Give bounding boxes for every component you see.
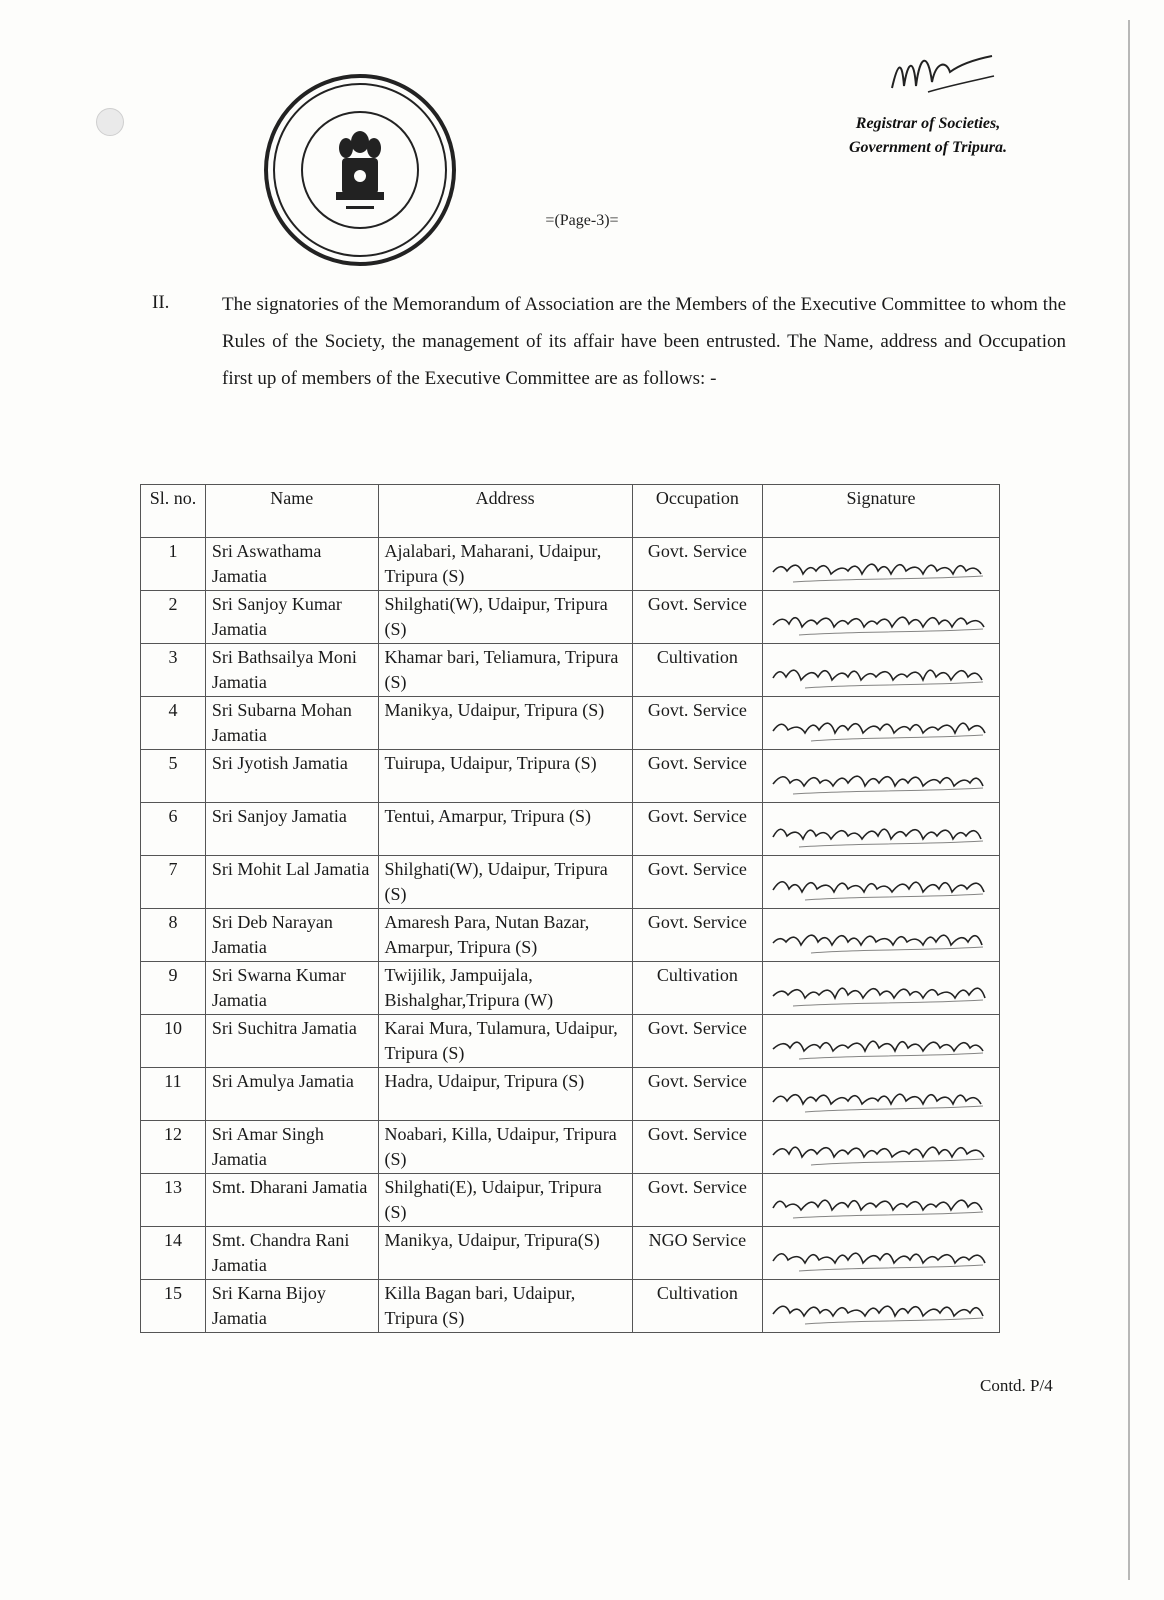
registrar-seal-stamp bbox=[262, 72, 458, 268]
member-occupation: Govt. Service bbox=[632, 1174, 762, 1227]
member-occupation: NGO Service bbox=[632, 1227, 762, 1280]
member-address: Shilghati(W), Udaipur, Tripura (S) bbox=[378, 591, 632, 644]
member-signature bbox=[762, 1015, 999, 1068]
member-name: Smt. Dharani Jamatia bbox=[205, 1174, 378, 1227]
signature-scribble bbox=[763, 697, 999, 749]
member-occupation: Govt. Service bbox=[632, 1121, 762, 1174]
member-name: Sri Suchitra Jamatia bbox=[205, 1015, 378, 1068]
member-occupation: Govt. Service bbox=[632, 697, 762, 750]
table-row bbox=[141, 750, 1000, 803]
member-address: Manikya, Udaipur, Tripura(S) bbox=[378, 1227, 632, 1280]
page-number: =(Page-3)= bbox=[545, 212, 619, 229]
member-address: Tuirupa, Udaipur, Tripura (S) bbox=[378, 750, 632, 803]
member-address: Tentui, Amarpur, Tripura (S) bbox=[378, 803, 632, 856]
member-sl: 4 bbox=[141, 697, 206, 750]
member-sl: 11 bbox=[141, 1068, 206, 1121]
header-sl: Sl. no. bbox=[141, 485, 206, 538]
registrar-line-2: Government of Tripura. bbox=[848, 139, 1008, 156]
member-occupation: Govt. Service bbox=[632, 1068, 762, 1121]
table-row bbox=[141, 962, 1000, 1015]
member-sl: 13 bbox=[141, 1174, 206, 1227]
member-occupation: Cultivation bbox=[632, 1280, 762, 1333]
table-row bbox=[141, 856, 1000, 909]
member-address: Twijilik, Jampuijala, Bishalghar,Tripura (W) bbox=[378, 962, 632, 1015]
signature-scribble bbox=[763, 1227, 999, 1279]
table-row bbox=[141, 909, 1000, 962]
header-address: Address bbox=[378, 485, 632, 538]
member-name: Sri Karna Bijoy Jamatia bbox=[205, 1280, 378, 1333]
header-signature: Signature bbox=[762, 485, 999, 538]
member-signature bbox=[762, 962, 999, 1015]
member-occupation: Govt. Service bbox=[632, 1015, 762, 1068]
table-row bbox=[141, 1227, 1000, 1280]
table-body bbox=[141, 538, 1000, 1333]
member-address: Shilghati(E), Udaipur, Tripura (S) bbox=[378, 1174, 632, 1227]
table-row bbox=[141, 1121, 1000, 1174]
table-row bbox=[141, 591, 1000, 644]
member-sl: 1 bbox=[141, 538, 206, 591]
member-signature bbox=[762, 1174, 999, 1227]
member-signature bbox=[762, 591, 999, 644]
member-signature bbox=[762, 1121, 999, 1174]
registrar-designation bbox=[808, 112, 1048, 160]
table-row bbox=[141, 803, 1000, 856]
signature-scribble bbox=[763, 803, 999, 855]
member-name: Sri Jyotish Jamatia bbox=[205, 750, 378, 803]
member-address: Noabari, Killa, Udaipur, Tripura (S) bbox=[378, 1121, 632, 1174]
member-signature bbox=[762, 1227, 999, 1280]
member-sl: 9 bbox=[141, 962, 206, 1015]
table-row bbox=[141, 538, 1000, 591]
member-address: Karai Mura, Tulamura, Udaipur, Tripura (S) bbox=[378, 1015, 632, 1068]
header-occupation: Occupation bbox=[632, 485, 762, 538]
table-row bbox=[141, 644, 1000, 697]
member-signature bbox=[762, 1068, 999, 1121]
member-sl: 3 bbox=[141, 644, 206, 697]
member-name: Sri Amulya Jamatia bbox=[205, 1068, 378, 1121]
table-row bbox=[141, 697, 1000, 750]
signature-scribble bbox=[763, 856, 999, 908]
section-number: II. bbox=[152, 292, 170, 313]
table-row bbox=[141, 1068, 1000, 1121]
member-signature bbox=[762, 803, 999, 856]
section-paragraph: The signatories of the Memorandum of Association are the Members of the Executive Committee to whom the Rules of the Society, the management of its affair have been entrusted. The Name, address and Occupation first up of members of the Executive Committee are as follows: - bbox=[222, 294, 1066, 389]
member-sl: 6 bbox=[141, 803, 206, 856]
member-address: Killa Bagan bari, Udaipur, Tripura (S) bbox=[378, 1280, 632, 1333]
registrar-initials-signature bbox=[888, 42, 998, 100]
member-sl: 10 bbox=[141, 1015, 206, 1068]
header-name: Name bbox=[205, 485, 378, 538]
member-sl: 7 bbox=[141, 856, 206, 909]
member-address: Khamar bari, Teliamura, Tripura (S) bbox=[378, 644, 632, 697]
table-row bbox=[141, 1280, 1000, 1333]
member-address: Shilghati(W), Udaipur, Tripura (S) bbox=[378, 856, 632, 909]
member-signature bbox=[762, 1280, 999, 1333]
member-name: Sri Mohit Lal Jamatia bbox=[205, 856, 378, 909]
signature-scribble bbox=[763, 1174, 999, 1226]
page-edge-line bbox=[1128, 20, 1130, 1580]
member-sl: 2 bbox=[141, 591, 206, 644]
table-header-row bbox=[141, 485, 1000, 538]
member-occupation: Govt. Service bbox=[632, 750, 762, 803]
member-name: Sri Sanjoy Kumar Jamatia bbox=[205, 591, 378, 644]
table-row bbox=[141, 1174, 1000, 1227]
member-name: Sri Bathsailya Moni Jamatia bbox=[205, 644, 378, 697]
signature-scribble bbox=[763, 962, 999, 1014]
member-occupation: Cultivation bbox=[632, 644, 762, 697]
registrar-line-1: Registrar of Societies, bbox=[855, 115, 1001, 132]
member-signature bbox=[762, 856, 999, 909]
continued-note: Contd. P/4 bbox=[980, 1376, 1053, 1395]
member-address: Hadra, Udaipur, Tripura (S) bbox=[378, 1068, 632, 1121]
member-sl: 15 bbox=[141, 1280, 206, 1333]
signature-scribble bbox=[763, 644, 999, 696]
member-address: Manikya, Udaipur, Tripura (S) bbox=[378, 697, 632, 750]
table-row bbox=[141, 1015, 1000, 1068]
member-name: Sri Sanjoy Jamatia bbox=[205, 803, 378, 856]
members-table bbox=[140, 484, 1000, 1333]
member-occupation: Govt. Service bbox=[632, 803, 762, 856]
signature-scribble bbox=[763, 1015, 999, 1067]
signature-scribble bbox=[763, 538, 999, 590]
signature-scribble bbox=[763, 909, 999, 961]
member-sl: 12 bbox=[141, 1121, 206, 1174]
signature-scribble bbox=[763, 1280, 999, 1332]
member-name: Sri Aswathama Jamatia bbox=[205, 538, 378, 591]
member-occupation: Govt. Service bbox=[632, 591, 762, 644]
member-address: Amaresh Para, Nutan Bazar, Amarpur, Tripura (S) bbox=[378, 909, 632, 962]
member-name: Sri Deb Narayan Jamatia bbox=[205, 909, 378, 962]
member-occupation: Govt. Service bbox=[632, 909, 762, 962]
member-sl: 5 bbox=[141, 750, 206, 803]
signature-scribble bbox=[763, 1068, 999, 1120]
member-sl: 8 bbox=[141, 909, 206, 962]
member-name: Sri Swarna Kumar Jamatia bbox=[205, 962, 378, 1015]
member-name: Sri Amar Singh Jamatia bbox=[205, 1121, 378, 1174]
member-signature bbox=[762, 909, 999, 962]
member-name: Smt. Chandra Rani Jamatia bbox=[205, 1227, 378, 1280]
member-name: Sri Subarna Mohan Jamatia bbox=[205, 697, 378, 750]
member-address: Ajalabari, Maharani, Udaipur, Tripura (S) bbox=[378, 538, 632, 591]
signature-scribble bbox=[763, 1121, 999, 1173]
member-occupation: Cultivation bbox=[632, 962, 762, 1015]
member-signature bbox=[762, 644, 999, 697]
member-signature bbox=[762, 750, 999, 803]
signature-scribble bbox=[763, 591, 999, 643]
member-occupation: Govt. Service bbox=[632, 538, 762, 591]
member-signature bbox=[762, 697, 999, 750]
member-sl: 14 bbox=[141, 1227, 206, 1280]
punch-hole bbox=[96, 108, 124, 136]
member-occupation: Govt. Service bbox=[632, 856, 762, 909]
member-signature bbox=[762, 538, 999, 591]
signature-scribble bbox=[763, 750, 999, 802]
